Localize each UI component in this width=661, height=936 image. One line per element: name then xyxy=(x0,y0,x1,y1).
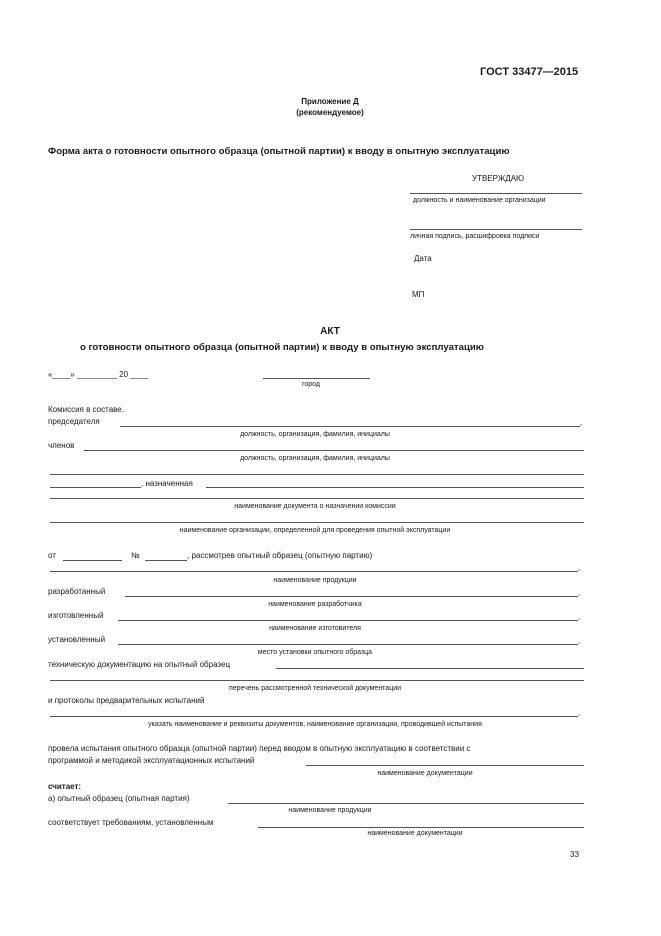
protocols-label: и протоколы предварительных испытаний xyxy=(48,696,205,705)
act-date-line: «____» _________ 20 ____ xyxy=(48,370,149,379)
chair-label: председателя xyxy=(48,417,100,426)
org-exploitation-line xyxy=(50,522,584,523)
city-line xyxy=(263,378,370,379)
stamp-label: МП xyxy=(412,290,425,299)
appointed-hint: наименование документа о назначении комиссии xyxy=(234,503,396,510)
form-title: Форма акта о готовности опытного образца (опытной партии) к вводу в опытную эксплуатацию xyxy=(48,146,510,157)
appointed-line-2 xyxy=(50,498,584,499)
program-docs-hint: наименование документации xyxy=(377,770,473,777)
tech-docs-label: техническую документацию на опытный образец xyxy=(48,660,231,669)
protocols-line xyxy=(50,716,578,717)
tests-line-1: провела испытания опытного образца (опытной партии) перед вводом в опытную эксплуатацию в соответствии с xyxy=(48,744,471,753)
developer-hint: наименование разработчика xyxy=(268,601,362,608)
conforms-line xyxy=(258,827,584,828)
sign-line xyxy=(410,229,582,230)
date-label: Дата xyxy=(414,254,432,263)
appendix-status: (рекомендуемое) xyxy=(296,108,364,117)
appointed-prefix-line xyxy=(50,487,141,488)
city-hint: город xyxy=(302,381,321,388)
from-date-line xyxy=(63,560,122,561)
program-docs-line xyxy=(306,765,584,766)
installed-label: установленный xyxy=(48,635,106,644)
tech-docs-hint: перечень рассмотренной технической документации xyxy=(228,685,402,692)
considers-label: считает: xyxy=(48,782,82,791)
act-title: АКТ xyxy=(320,326,340,337)
appointed-label: , назначенная xyxy=(141,479,193,488)
sign-hint: личная подпись, расшифровка подписи xyxy=(410,233,540,240)
developer-line xyxy=(125,596,578,597)
members-label: членов xyxy=(48,441,75,450)
number-line xyxy=(145,560,187,561)
appendix-label: Приложение Д xyxy=(301,97,359,106)
standard-number: ГОСТ 33477—2015 xyxy=(480,66,579,78)
reviewed-label: , рассмотрев опытный образец (опытную партию) xyxy=(187,551,373,560)
item-a-label: а) опытный образец (опытная партия) xyxy=(48,794,190,803)
developed-label: разработанный xyxy=(48,587,106,596)
org-hint: должность и наименование организации xyxy=(413,197,546,204)
manufacturer-hint: наименование изготовителя xyxy=(269,625,361,632)
approve-label: УТВЕРЖДАЮ xyxy=(472,174,525,183)
members-line-2 xyxy=(50,474,584,475)
conforms-label: соответствует требованиям, установленным xyxy=(48,818,214,827)
members-hint: должность, организация, фамилия, инициалы xyxy=(240,455,390,462)
product-line xyxy=(50,571,578,572)
install-line xyxy=(118,644,578,645)
page-number: 33 xyxy=(570,850,579,859)
org-line xyxy=(410,193,582,194)
product-hint: наименование продукции xyxy=(273,577,357,584)
members-line xyxy=(84,450,584,451)
org-exploitation-hint: наименование организации, определенной для проведения опытной эксплуатации xyxy=(179,527,451,534)
conforms-hint: наименование документации xyxy=(367,830,463,837)
install-hint: место установки опытного образца xyxy=(257,649,373,656)
protocols-hint: указать наименование и реквизиты документов, наименование организации, проводившей испытания xyxy=(148,721,482,728)
commission-intro: Комиссия в составе. xyxy=(48,405,124,414)
appointed-line xyxy=(206,487,584,488)
tech-docs-line-2 xyxy=(50,680,584,681)
manufactured-label: изготовленный xyxy=(48,611,104,620)
act-subtitle: о готовности опытного образца (опытной партии) к вводу в опытную эксплуатацию xyxy=(80,342,484,353)
item-a-line xyxy=(228,803,584,804)
item-a-hint: наименование продукции xyxy=(288,807,372,814)
chair-hint: должность, организация, фамилия, инициалы xyxy=(240,431,390,438)
from-label: от xyxy=(48,551,56,560)
manufacturer-line xyxy=(118,620,578,621)
tech-docs-line xyxy=(276,668,584,669)
tests-line-2: программой и методикой эксплуатационных испытаний xyxy=(48,756,255,765)
number-label: № xyxy=(131,551,140,560)
chair-line xyxy=(120,426,580,427)
